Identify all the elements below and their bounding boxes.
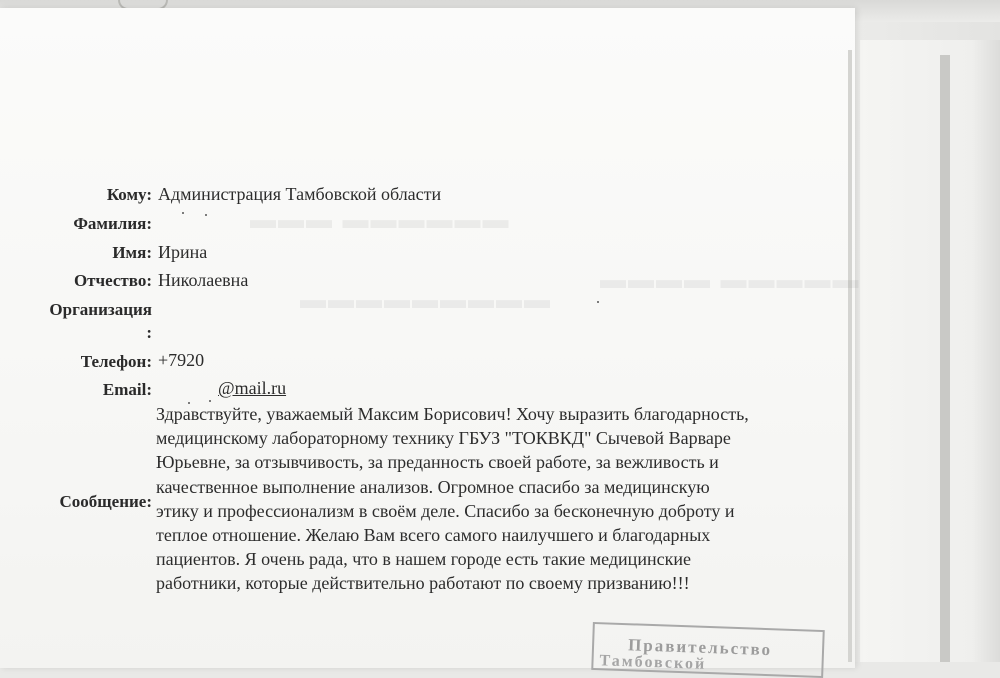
message-body [156,402,846,596]
patronymic-label: Отчество: [73,271,152,290]
message-line: теплое отношение. Желаю Вам всего самого наилучшего и благодарных [156,525,711,546]
organization-label: Организация [49,300,152,319]
show-through-shadow: ▬▬▬▬▬▬▬▬▬ [300,285,552,314]
underlying-sheet [860,40,1000,662]
show-through-shadow: ▬▬▬▬ ▬▬▬▬▬ [600,265,861,294]
phone-label: Телефон: [80,352,152,371]
speck [182,212,184,214]
message-label: Сообщение: [59,492,152,511]
stamp-text: Тамбовской [599,652,707,673]
show-through-shadow: ▬▬▬ ▬▬▬▬▬▬ [250,205,511,234]
email-value: @mail.ru [218,378,287,398]
surname-label: Фамилия: [73,214,152,233]
speck [209,400,211,402]
message-line: Юрьевне, за отзывчивость, за преданность своей работе, за вежливость и [156,452,719,473]
sheet-edge [848,50,852,662]
message-line: медицинскому лабораторному технику ГБУЗ "ТОКВКД" Сычевой Варваре [156,428,731,449]
email-label: Email: [102,380,152,399]
organization-label-colon: : [146,323,152,342]
patronymic-value: Николаевна [158,270,249,290]
to-label: Кому: [106,185,152,204]
message-line: пациентов. Я очень рада, что в нашем городе есть такие медицинские [156,549,691,570]
underlying-sheet-edge [940,55,950,662]
name-label: Имя: [112,243,152,262]
stamp-text: Правительство [627,635,773,660]
government-stamp [591,622,825,678]
phone-value: +7920 [158,350,205,370]
to-value: Администрация Тамбовской области [158,184,442,204]
name-value: Ирина [158,242,208,262]
speck [188,402,190,404]
speck [205,214,207,216]
message-line: Здравствуйте, уважаемый Максим Борисович! Хочу выразить благодарность, [156,404,749,424]
speck [597,301,599,303]
message-line: работники, которые действительно работают по своему призванию!!! [156,573,690,594]
message-line: этику и профессионализм в своём деле. Спасибо за бесконечную доброту и [156,500,735,521]
message-line: качественное выполнение анализов. Огромное спасибо за медицинскую [156,476,710,497]
